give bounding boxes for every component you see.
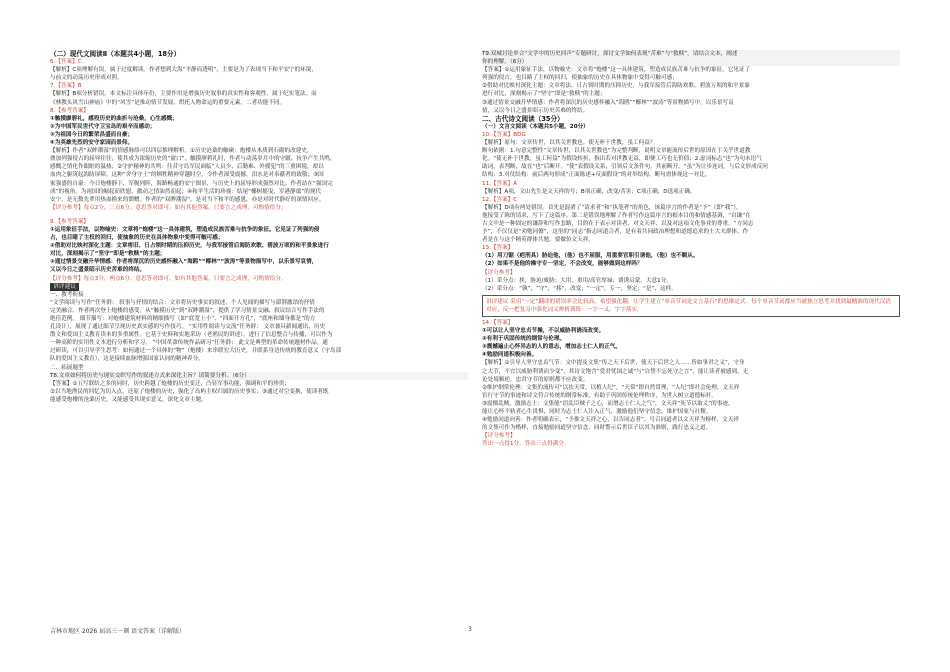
text-line: 血肉之躯筑起海防屏障。这种“舍身守土”的牺牲精神穿越时空，令作者深受震撼，泪水是对奉献者的致敬；③国 bbox=[50, 172, 324, 179]
answer-label: 【评分参考】每点2分，三点6分。意思答对即可。如有其他答案，只要言之成理，可酌情给分。 bbox=[50, 204, 287, 211]
text-line: 予”，不仅仅是“劝勉同僚”，这里的“同志”指志同道合者，是有着共同政治理想和道德追求的士大夫群体。作 bbox=[482, 229, 749, 236]
text-line: 【答案】①运用象征手法，以物喻史：文章将“炮楼”这一具体建筑，塑造成民族苦难与抗争的象征。它见证了 bbox=[482, 67, 751, 74]
text-line: 与前文的动荡历史形成对照。 bbox=[50, 75, 123, 82]
text-line: 【解析】B项分析错误。本文标注具体年份，主要作用是增强历史叙事的真实性和客观性，属于纪实笔法。而 bbox=[50, 91, 317, 98]
footer-title: 吉林市地区 2026 届高三一调 语文答案（详解版） bbox=[50, 628, 185, 635]
text-line: 二、拓展题型 bbox=[50, 364, 84, 371]
text-line: 进行对比，深刻揭示了“坚守”即是“救赎”的主题； bbox=[482, 91, 606, 98]
text-line: 家强盛的自豪：今日炮楼静下，军舰列阵，海路畅通的安宁图景，与历史上的屈辱形成强烈对比。作者站在“强国完 bbox=[50, 180, 333, 187]
right-column bbox=[482, 50, 900, 449]
text-line: 孔设计），展现了通过细节呈现历史真实感的写作技巧。 “实用性阅读与交流”任务群： 文章兼具新闻通讯、历史 bbox=[50, 324, 326, 331]
text-line: 助词，表判断，故在“也”后断开。“使”表假设关系，引领后文条件句，其前断开。“虽”为让步连词，与后文形成反问 bbox=[482, 164, 768, 171]
text-line: ②维护纲常伦理：文集的流传可“以扶天常，以植人纪”。“天常”即自然常理，“人纪”即社会伦理，文天祥 bbox=[482, 384, 740, 391]
section-heading: 二、古代诗文阅读（35分） bbox=[482, 114, 564, 123]
answer-label: 9.【参考答案】 bbox=[50, 218, 89, 225]
text-line: 【解析】A项，文山先生是文天祥的号；B项正确，改变/苦害；C项正确，D选项正确。 bbox=[482, 188, 696, 195]
text-line: 感慨之情化作眼眶的温热；②守护精神的共鸣：往昔守岛军民面临“人员少、后勤难、外援犯”的三重困境，却以 bbox=[50, 164, 324, 171]
answer-label: 14.【答案】 bbox=[482, 320, 514, 326]
text-line: 化。“使无补于世教，虽工何益”为假设转折，指出若对世教无益，即便工巧也无价值；2.虚词标志“也”为句末语气 bbox=[482, 156, 762, 163]
text-line: 占，也目睹了主权的回归，使抽象的历史在具体物象中变得可触可感； bbox=[50, 235, 224, 242]
text-line: 【答案】①五写联结之多的同时，历史跨越了炮楼的历史变迁，凸显军事功能，强调和平的珍贵； bbox=[50, 380, 290, 387]
text-line: ③通过情景交融升华情感：作者将深沉的历史感怀融入“海鸥”“椰林”“波涛”等景物描写中，以乐景写哀情， bbox=[50, 259, 318, 266]
answer-label: 10.【答案】BDG bbox=[482, 131, 526, 138]
text-line: 【解析】①引导人坚守忠贞气节：文中提及文集“传之天下后世，使天下后世之人……皆如事君之义”，守身 bbox=[482, 360, 745, 367]
text-line: 的文集可作为楷样，直接勉励同道坚守信念，同时警示后世臣子以其为准则，践行忠义之道。 bbox=[482, 425, 712, 432]
text-line: （一）文言文阅读（本题共5小题，20分） bbox=[482, 123, 589, 130]
left-column bbox=[50, 50, 468, 404]
text-line: （1）用刀锯（疤刑具）胁迫他，（他）也不屈服，用重要官职引诱他，（他）也不顺从。 bbox=[482, 253, 699, 260]
text-line: 【解析】C项理解有误，属于过度解读。作者想到大海“平静而透明”，主要是为了表现当下和平安宁的环境， bbox=[50, 67, 318, 74]
text-line: 完美融合。作者两次登上炮楼的感受，从“触摸历史”到“双眸潮湿”，提供了学习情景交融、叙议结合写作手法的 bbox=[50, 307, 325, 314]
text-line: 【解析】D项有两处错误。首先是混淆了“请求者”和“执笔者”的角色，该篇序言的作者是“予”（即“我”）， bbox=[482, 204, 742, 211]
text-line: ③为祖国今日的繁荣昌盛而自豪； bbox=[50, 131, 134, 138]
text-line: T9.双城讨论单合“文学中的历史回声”专题研讨，探讨文学如何表现“苦难”与“救赎”，请结合文本，阐述 bbox=[482, 50, 900, 58]
text-line: ②为中国军民世代守卫宝岛的艰辛而感动； bbox=[50, 123, 156, 130]
text-line: ④勉励同道积极向善。 bbox=[482, 352, 538, 359]
text-line: （2）如果不是他的操守专一坚定，不会改变，能够做到这样吗？ bbox=[482, 261, 643, 268]
answer-label: 答出一点得1分，答出三点得满分。 bbox=[482, 441, 570, 448]
text-line: 之大节，不宜以威胁利诱而少变”，其诗文饱含“爱君忧国之诚”与“自誓不忘死守之言”，能让读者被感到，无 bbox=[482, 368, 749, 375]
text-line: “文学阅读与写作”任务群： 叙事与抒情的结合：文章将历史事实的叙述，个人见闻的描写与澎湃激昂的抒情 bbox=[50, 299, 315, 306]
text-line: （1）采分点：挟，胁迫/威胁；大用，重用/高官厚禄；诱诱启蒙，大意1分。 bbox=[482, 277, 672, 284]
page-footer bbox=[50, 626, 900, 635]
answer-label: 12.【答案】C bbox=[482, 196, 518, 203]
text-line: 又以今日之盛景昭示历史苦难的终结。 bbox=[50, 267, 146, 274]
answer-label: 11.【答案】A bbox=[482, 180, 518, 187]
answer-label: 7.【答案】B bbox=[50, 83, 82, 90]
text-line: 队的爱国主义教育），这是接续血脉增强国家认同的精神养分。 bbox=[50, 356, 204, 363]
answer-label: 【评分参考】 bbox=[482, 433, 516, 440]
text-line: 【解析】原句：文章传世，以其关世教也。使无补于世教，虽工何益？ bbox=[482, 140, 656, 147]
text-line: （2）采分点：“孰”，“守”，“移”，改变；“一定”，专一，坚定；“是”，这样。 bbox=[482, 285, 677, 292]
text-line: 断句依据：1.句意完整性“文章传世，以其关世教也”为完整判断，说明文章能流传后世的原因在于关乎世道教 bbox=[482, 148, 751, 155]
text-line: 过研读，可以引导学生思考：如何通过一个具体的“物”（炮楼）来串联宏大历史，并联系身边传统的教育意义（守岛部 bbox=[50, 348, 342, 355]
text-line: ②以当地渔民的回忆为切入点，还原了炮楼的历史，强化了岛屿主权归属的历史事实；③通过对空变换，使读者既 bbox=[50, 388, 329, 395]
text-line: 情，又以今日之盛景昭示历史苦难的终结。 bbox=[482, 107, 589, 114]
text-line: 【解析】作者“双眸潮湿”的情感脉络可以四层推理解析。①历史沧桑的触碰：炮楼从木质到石砌的改建史， bbox=[50, 148, 313, 155]
teaching-suggestion-label: 讲评建议 bbox=[50, 283, 79, 291]
answer-label: 13.【答案】 bbox=[482, 245, 514, 252]
text-line: 结构；3.对仗结构：前后两句形成“正面陈述+反面假设”的对举结构，断句需体现这一对比。 bbox=[482, 172, 711, 179]
text-line: ①运用象征手法，以物喻史：文章将“炮楼”这一具体建筑，塑造成民族苦难与抗争的象征。它见证了列强的侵 bbox=[50, 226, 320, 233]
text-line: ④为英雄先烈的安守家园而景仰。 bbox=[50, 140, 134, 147]
page-number: 3 bbox=[468, 626, 472, 633]
text-line: ②有利于巩固传统的纲常与伦理。 bbox=[482, 336, 566, 343]
text-line: 能让心怀不轨者心生畏惧，同时为志士仁人注入正气，激励他们坚守信念，维护国家与社稷。 bbox=[482, 409, 712, 416]
text-line: ③震撼遍止心怀异志的人的意志，增加志士仁人的正气。 bbox=[482, 344, 621, 351]
text-line: ②借助对比映衬深化主题：文章将法、日占领时期的压抑历史，与我军接管后海防欢歌、碧波万顷的和平景象 bbox=[482, 83, 750, 90]
text-line: 古文中是一种固定的谦辞和写作套路，目的在于表示对读者、对文天祥、以及对这项文化事业的尊重。“方同志 bbox=[482, 220, 754, 227]
text-line: 叠加列强侵占的屈辱往往，使其成为浓缩历史的“窗口”。触摸廖碧礼时，作者与动荡岁月中的守疆、抗争产生共鸣， bbox=[50, 156, 336, 163]
answer-label: 【评分参考】每点3分，两点6分。意思答对即可。如有其他答案，只要言之成理，可酌情给分。 bbox=[50, 275, 287, 282]
answer-label: 6.【答案】C bbox=[50, 59, 82, 66]
text-line: 绝佳范例。 细节描写：对炮楼建筑材料的精细描写（如“底宽上小”、“四面开方孔”，“底座和墙身都是”的方 bbox=[50, 316, 316, 322]
text-line: 《林教头风雪山神庙》中的“风雪”是推动情节发展、烘托人物命运的重要元素，二者功能不同。 bbox=[50, 99, 286, 106]
text-line: 安宁，是无数先辈用热血换来的馈赠。作者的“双眸潮湿”，是对当下和平的感恩，亦是对时代静好的深情回应。 bbox=[50, 196, 325, 203]
text-line: 论处境顺逆，忠君守节的原则都不应改变。 bbox=[482, 376, 589, 383]
text-line: ①触摸廖碧礼，感殁历史的曲折与沧桑，心生感慨； bbox=[50, 115, 178, 122]
text-line: 他接受了陈的请求，写下了这篇序。第二是错误地理解了作者写作这篇序言的根本目的和情感基调，“自谦”在 bbox=[482, 212, 751, 219]
answer-label: 8.【参考答案】 bbox=[50, 107, 89, 114]
text-line: ①可以让人坚守忠贞节操，不以威胁利诱而改变。 bbox=[482, 328, 605, 335]
text-line: 列强的侵占，也目睹了主权的回归，使抽象的历史在具体物象中变得可触可感； bbox=[482, 75, 678, 82]
text-line: ②借助对比映衬深化主题：文章将旧、日占领时期的压抑历史，与我军接管后海防欢歌、碧波万顷的和平景象进行 bbox=[50, 243, 329, 250]
text-line: 散文和爱国主义教育读本的多重属性。它基于史料和实地采访（老渔民的讲述），进行了信息整合与传播，可以作为 bbox=[50, 332, 333, 339]
section-heading: （二）现代文阅读Ⅱ（本题共4小题，18分） bbox=[50, 50, 181, 58]
text-line: 宦行守节的事迹和诗文符合传统的纲常标准，有助于巩固传统伦理秩序，为世人树立道德标杆。 bbox=[482, 392, 717, 399]
text-line: 能感受炮楼的沧桑历史，又能感受其现实意义，深化文章主题。 bbox=[50, 396, 207, 403]
text-line: ③通过情景交融升华情感：作者将深沉的历史感怀融入“海鸥”“椰林”“波涛”等景物描写中，以乐景写哀 bbox=[482, 99, 734, 106]
text-line: 成”的视角，为祖国的崛起而欣慰，激动之情油然而起；④和平生活的珍视：结尾“椰树摇曳，军港静谧”的现代 bbox=[50, 188, 322, 195]
text-line: 你的理解。（6分） bbox=[482, 58, 900, 66]
text-line: ③震慑乱贼，激励志士：文集能“沮乱臣贼子之心，而增志士仁人之气”，文天祥“死节以取义”的事迹， bbox=[482, 400, 734, 407]
teaching-suggestion-box: 讲评建议 采用“一定”翻译的错误率会比较高，希望强化翻，让学生建立“单音节词是文言基石”的思维定式。每个单音节词都应当被独立思考并找到最精准的现代汉语对应，反一把复习中强化词义辨析训练：一字一义、字字落实。 bbox=[482, 295, 900, 317]
answer-label: 【评分参考】 bbox=[482, 269, 516, 276]
text-line: ④勉励同道向善：作者明确表示，“予推文天祥之心，以告同志者”，号召同道者以文天祥为榜样，文天祥 bbox=[482, 417, 739, 424]
teaching-suggestion-header bbox=[50, 283, 468, 291]
text-line: 对比，深刻揭示了“坚守”即是“救赎”的主题； bbox=[50, 251, 166, 258]
text-line: 者是在与这个精英群体共勉，要做仿文天祥。 bbox=[482, 237, 594, 244]
text-line: 一、教考衔接 bbox=[50, 291, 84, 298]
text-line: 一种高阶的实用性文本进行分析和学习。 “中国革命传统作品研习”任务群： 此文是典型的革命传统题材作品。通 bbox=[50, 340, 328, 347]
text-line: T8.文章如何将历史与现实交织写作的叙述方式来深化主旨？请简要分析。（6分） bbox=[50, 372, 468, 380]
